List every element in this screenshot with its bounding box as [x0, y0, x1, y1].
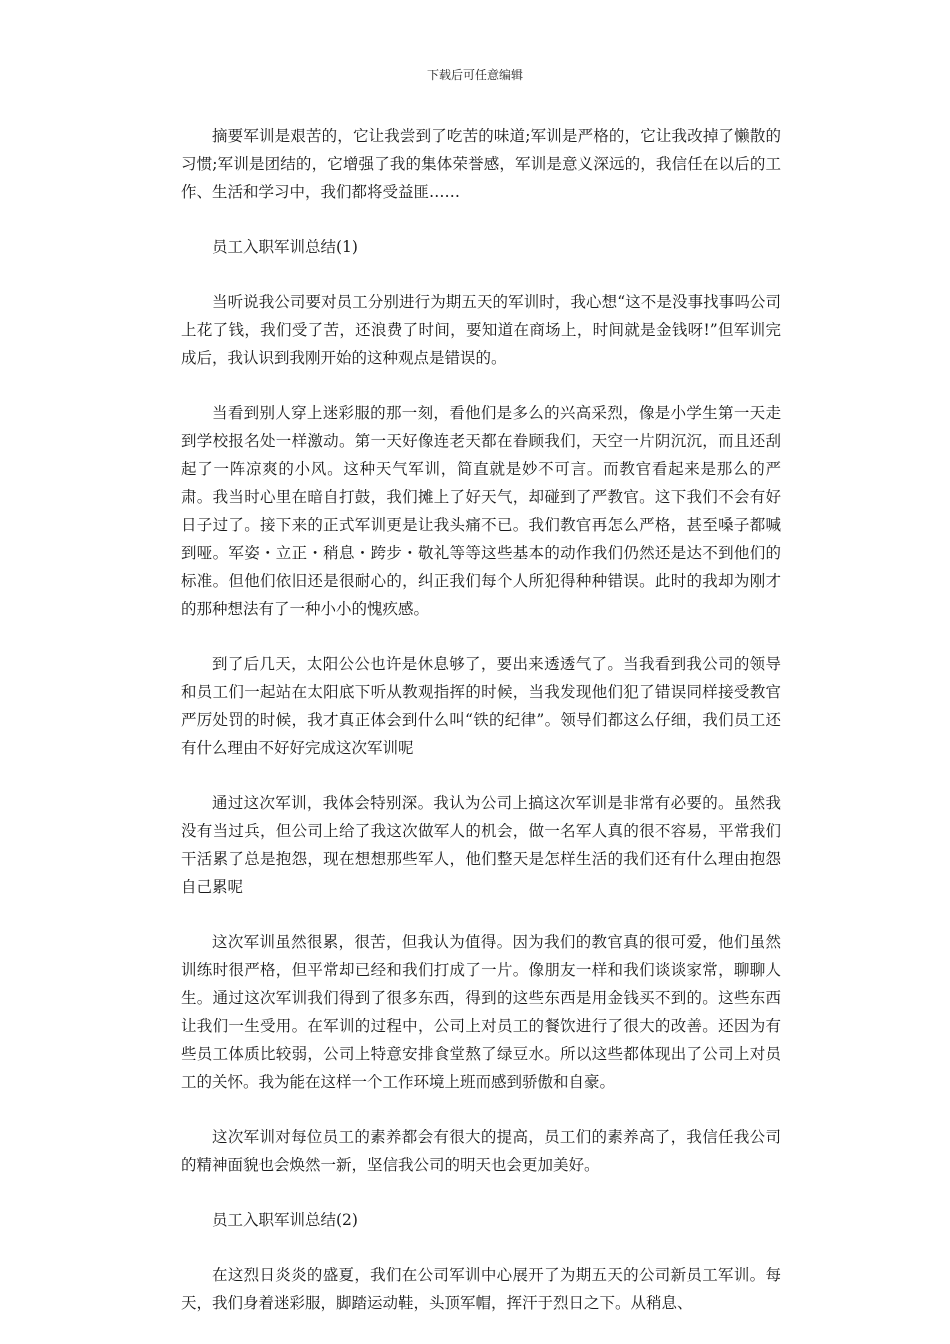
abstract-paragraph: 摘要军训是艰苦的，它让我尝到了吃苦的味道;军训是严格的，它让我改掉了懒散的习惯;军训是团结的，它增强了我的集体荣誉感，军训是意义深远的，我信任在以后的工作、生活和学习中，我们都将受益匪……: [181, 127, 781, 201]
section-2-paragraph: 在这烈日炎炎的盛夏，我们在公司军训中心展开了为期五天的公司新员工军训。每天，我们身着迷彩服，脚踏运动鞋，头顶军帽，挥汗于烈日之下。从稍息、: [181, 1266, 781, 1312]
section-1-paragraph: 当看到别人穿上迷彩服的那一刻，看他们是多么的兴高采烈，像是小学生第一天走到学校报名处一样激动。第一天好像连老天都在眷顾我们，天空一片阴沉沉，而且还刮起了一阵凉爽的小风。这种天气军训，简直就是妙不可言。而教官看起来是那么的严肃。我当时心里在暗自打鼓，我们摊上了好天气，却碰到了严教官。这下我们不会有好日子过了。接下来的正式军训更是让我头痛不已。我们教官再怎么严格，甚至嗓子都喊到哑。军姿・立正・稍息・跨步・敬礼等等这些基本的动作我们仍然还是达不到他们的标准。但他们依旧还是很耐心的，纠正我们每个人所犯得种种错误。此时的我却为刚才的那种想法有了一种小小的愧疚感。: [181, 404, 781, 618]
section-1-paragraph: 这次军训对每位员工的素养都会有很大的提高，员工们的素养高了，我信任我公司的精神面貌也会焕然一新，坚信我公司的明天也会更加美好。: [181, 1128, 781, 1174]
section-1-paragraph: 当听说我公司要对员工分别进行为期五天的军训时，我心想“这不是没事找事吗公司上花了钱，我们受了苦，还浪费了时间，要知道在商场上，时间就是金钱呀!”但军训完成后，我认识到我刚开始的这种观点是错误的。: [181, 293, 781, 367]
section-1-title: 员工入职军训总结(1): [212, 238, 358, 256]
document-body: [181, 122, 781, 1344]
section-2-title: 员工入职军训总结(2): [212, 1211, 358, 1229]
section-1-paragraph: 这次军训虽然很累，很苦，但我认为值得。因为我们的教官真的很可爱，他们虽然训练时很严格，但平常却已经和我们打成了一片。像朋友一样和我们谈谈家常，聊聊人生。通过这次军训我们得到了很多东西，得到的这些东西是用金钱买不到的。这些东西让我们一生受用。在军训的过程中，公司上对员工的餐饮进行了很大的改善。还因为有些员工体质比较弱，公司上特意安排食堂熬了绿豆水。所以这些都体现出了公司上对员工的关怀。我为能在这样一个工作环境上班而感到骄傲和自豪。: [181, 933, 781, 1091]
section-1-paragraph: 通过这次军训，我体会特别深。我认为公司上搞这次军训是非常有必要的。虽然我没有当过兵，但公司上给了我这次做军人的机会，做一名军人真的很不容易，平常我们干活累了总是抱怨，现在想想那些军人，他们整天是怎样生活的我们还有什么理由抱怨自己累呢: [181, 794, 781, 896]
page-header-note: 下载后可任意编辑: [426, 68, 523, 82]
section-1-paragraph: 到了后几天，太阳公公也许是休息够了，要出来透透气了。当我看到我公司的领导和员工们一起站在太阳底下听从教观指挥的时候，当我发现他们犯了错误同样接受教官严厉处罚的时候，我才真正体会到什么叫“铁的纪律”。领导们都这么仔细，我们员工还有什么理由不好好完成这次军训呢: [181, 655, 781, 757]
